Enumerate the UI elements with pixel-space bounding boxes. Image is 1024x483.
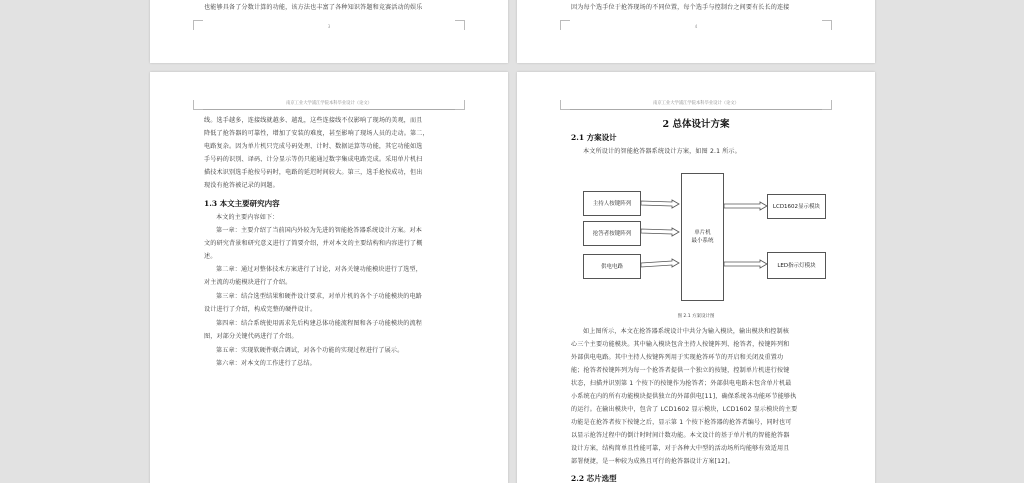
page-header: 南京工业大学浦江学院本科毕业设计（论文） [653,101,739,106]
paragraph-line: 也能够具备了分数计算的功能，该方法也丰富了各种知识答题和竞赛活动的娱乐 [204,4,423,11]
page-number: 3 [327,24,331,29]
mcu-label-line2: 最小系统 [691,238,714,244]
paragraph-line: 降低了抢答器的可靠性，增加了安装的难度，甚至影响了现场人员的走动。第二， [204,130,429,137]
section-heading: 1.3 本文主要研究内容 [204,199,280,208]
paragraph-line: 对主流的功能模块进行了介绍。 [204,279,292,286]
diagram-box-led-module: LED指示灯模块 [767,252,826,279]
page-number: 4 [694,24,698,29]
paragraph-line: 设计进行了介绍，构成完整的硬件设计。 [204,306,317,313]
paragraph-line: 心三个主要功能模块。其中输入模块包含主持人按键阵列、抢答者，按键阵列和 [571,341,790,348]
chapter-title: 2 总体设计方案 [662,119,730,130]
paragraph-line: 描技术识别选手抢按号码时，电路的延迟时间较大。第三，选手抢按成功，但出 [204,169,423,176]
diagram-box-power-circuit: 供电电路 [583,254,641,279]
paragraph-line: 状态，扫描并识别第 1 个按下的按键作为抢答者；外部供电电路未包含单片机最 [571,380,792,387]
paragraph-line: 第三章：结合选型结果和硬件设计要求，对单片机的各个子功能模块的电路 [216,293,423,300]
diagram-box-contestant-keypad: 抢答者按键阵列 [583,221,641,246]
paragraph-line: 本文的主要内容如下： [216,214,279,221]
paragraph-line: 因为每个选手位于抢答现场的不同位置，每个选手与控制台之间要有长长的连接 [571,4,790,11]
paragraph-line: 设计方案，结构简单且性能可靠，对于各种大中型的活动场所均能够有效适用且 [571,445,790,452]
document-page-4 [517,0,875,63]
mcu-label-line1: 单片机 [694,230,711,236]
paragraph-line: 手号码的识别、译码、计分显示等仍只能通过数字集成电路完成。采用单片机扫 [204,156,423,163]
header-rule [203,109,455,110]
paragraph-line: 线。选手越多，连接线就越多、越乱，这些连接线不仅影响了现场的美观，而且 [204,117,423,124]
paragraph-line: 第一章：主要介绍了当前国内外较为先进的智能抢答器系统设计方案。对本 [216,227,423,234]
paragraph-line: 小系统在内的所有功能模块提供独立的外部供电[11]，确保系统各功能环节能够执 [571,393,797,400]
document-page-3 [150,0,508,63]
paragraph-line: 电路复杂。因为单片机只完成号码处理、计时、数据运算等功能，其它功能如选 [204,143,423,150]
diagram-box-lcd1602: LCD1602显示模块 [767,194,826,219]
paragraph-line: 功能是在抢答者按下按键之后，显示第 1 个按下抢答器的抢答者编号，同时也可 [571,419,792,426]
section-heading: 2.2 芯片选型 [571,474,617,483]
paragraph-line: 本文所设计的智能抢答器系统设计方案，如图 2.1 所示。 [583,148,741,155]
document-page-5 [150,72,508,483]
paragraph-line: 图，对部分关键代码进行了介绍。 [204,333,298,340]
paragraph-line: 第五章：实现软硬件联合调试，对各个功能的实现过程进行了展示。 [216,347,404,354]
paragraph-line: 第六章：对本文的工作进行了总结。 [216,360,316,367]
diagram-box-host-keypad: 主持人按键阵列 [583,191,641,216]
paragraph-line: 的运行。在输出模块中，包含了 LCD1602 显示模块，LCD1602 显示模块的主要 [571,406,798,413]
figure-caption: 图 2.1 方案设计图 [677,314,715,319]
paragraph-line: 述。 [204,253,217,260]
paragraph-line: 第二章：通过对整体技术方案进行了讨论，对各关键功能模块进行了选型， [216,266,423,273]
paragraph-line: 现没有抢答被记录的问题。 [204,182,279,189]
paragraph-line: 如上图所示，本文在抢答器系统设计中共分为输入模块，输出模块和控制核 [583,328,790,335]
section-heading: 2.1 方案设计 [571,133,617,142]
paragraph-line: 外部供电电路。其中主持人按键阵列用于实现抢答环节的开启和关闭及重置功 [571,354,784,361]
paragraph-line: 部署便捷，是一种较为成熟且可行的抢答器设计方案[12]。 [571,458,734,465]
paragraph-line: 第四章：结合系统使用需求先后构建总体功能流程图和各子功能模块的流程 [216,320,423,327]
paragraph-line: 能；抢答者按键阵列为每一个抢答者提供一个独立的按键，控制单片机进行按键 [571,367,790,374]
page-header: 南京工业大学浦江学院本科毕业设计（论文） [286,101,372,106]
paragraph-line: 以显示抢答过程中的倒计时时间计数功能。本文设计的基于单片机的智能抢答器 [571,432,790,439]
paragraph-line: 文的研究背景和研究意义进行了简要介绍，并对本文的主要结构和内容进行了概 [204,240,423,247]
diagram-box-mcu-system [681,173,724,301]
document-page-6 [517,72,875,483]
